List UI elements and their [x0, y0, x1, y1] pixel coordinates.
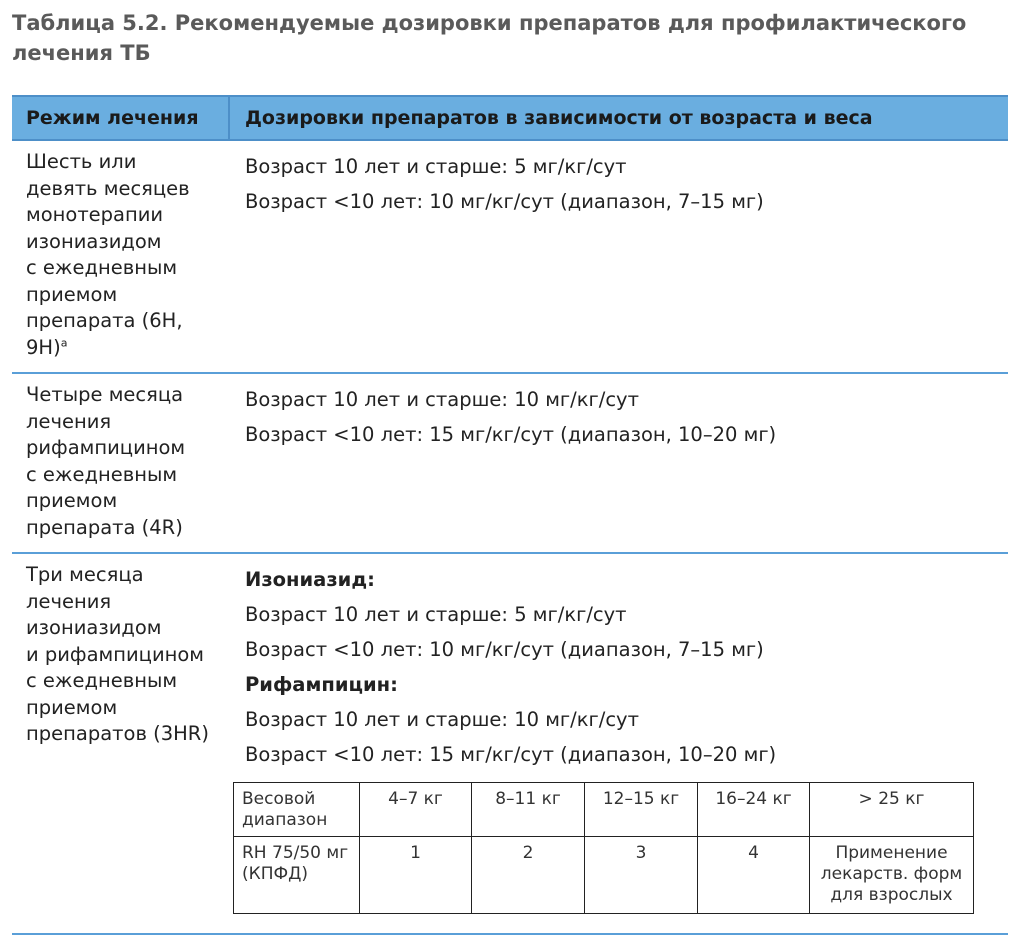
- regimen-line: монотерапии: [26, 203, 164, 226]
- dose-line: Возраст 10 лет и старше: 5 мг/кг/сут: [245, 603, 627, 626]
- table-row: [12, 141, 1008, 374]
- dosage-cell: [230, 141, 1008, 372]
- regimen-cell: [12, 374, 230, 552]
- regimen-line: девять месяцев: [26, 176, 190, 200]
- regimen-cell: [12, 141, 230, 372]
- dose-count-row: [234, 837, 974, 914]
- table-row: [12, 374, 1008, 554]
- regimen-last: 9H): [26, 335, 61, 359]
- dose-line: Возраст <10 лет: 10 мг/кг/сут (диапазон, 7–15 мг): [245, 190, 764, 213]
- regimen-line: лечения: [26, 409, 112, 433]
- regimen-line: [26, 335, 230, 362]
- dose-line: Возраст <10 лет: 15 мг/кг/сут (диапазон, 10–20 мг): [245, 743, 777, 766]
- regimen-line: изониазидом: [26, 229, 162, 253]
- regimen-line: препаратов (3HR): [26, 722, 209, 745]
- drug-name-isoniazid: Изониазид:: [245, 568, 375, 591]
- weight-cell: 16–24 кг: [698, 783, 810, 837]
- dose-line: Возраст 10 лет и старше: 10 мг/кг/сут: [245, 708, 639, 731]
- dose-line: Возраст <10 лет: 15 мг/кг/сут (диапазон, 10–20 мг): [245, 423, 777, 446]
- weight-cell: 12–15 кг: [585, 783, 698, 837]
- dose-line: Возраст <10 лет: 10 мг/кг/сут (диапазон, 7–15 мг): [245, 638, 764, 661]
- footnote-marker: а: [60, 336, 68, 349]
- regimen-line: изониазидом: [26, 616, 162, 639]
- adult-formulation-note: Применение лекарств. форм для взрослых: [810, 837, 974, 914]
- dose-line: Возраст 10 лет и старше: 5 мг/кг/сут: [245, 155, 627, 178]
- regimen-line: приемом: [26, 489, 118, 512]
- regimen-line: и рифампицином: [26, 642, 205, 666]
- regimen-line: с ежедневным: [26, 669, 178, 692]
- header-regimen: Режим лечения: [12, 97, 230, 139]
- dose-line: Возраст 10 лет и старше: 10 мг/кг/сут: [245, 388, 639, 411]
- tablet-count: 4: [698, 837, 810, 914]
- regimen-line: с ежедневным: [26, 462, 178, 486]
- header-dosages: Дозировки препаратов в зависимости от возраста и веса: [245, 107, 873, 129]
- table-title-line1: Таблица 5.2. Рекомендуемые дозировки препаратов для профилактического: [12, 11, 967, 35]
- weight-dose-table: [233, 782, 974, 914]
- weight-cell: 4–7 кг: [360, 783, 472, 837]
- tablet-count: 2: [472, 837, 585, 914]
- regimen-line: рифампицином: [26, 436, 186, 459]
- regimen-line: Шесть или: [26, 150, 137, 173]
- weight-row: [234, 783, 974, 837]
- regimen-line: Четыре месяца: [26, 383, 184, 406]
- dosage-cell: [230, 374, 1008, 552]
- regimen-line: лечения: [26, 589, 112, 613]
- regimen-line: с ежедневным: [26, 256, 178, 279]
- regimen-line: препарата (6H,: [26, 309, 183, 332]
- table-title: [12, 8, 1012, 68]
- weight-range-label: Весовой диапазон: [234, 783, 360, 837]
- regimen-line: препарата (4R): [26, 515, 183, 539]
- table-title-line2: лечения ТБ: [12, 41, 151, 65]
- tablet-count: 1: [360, 837, 472, 914]
- weight-cell: > 25 кг: [810, 783, 974, 837]
- table-header: [12, 95, 1008, 141]
- drug-formulation-label: RH 75/50 мг (КПФД): [234, 837, 360, 914]
- drug-name-rifampicin: Рифампицин:: [245, 673, 398, 696]
- regimen-line: приемом: [26, 282, 118, 306]
- regimen-line: приемом: [26, 695, 118, 719]
- tablet-count: 3: [585, 837, 698, 914]
- weight-cell: 8–11 кг: [472, 783, 585, 837]
- regimen-cell: [12, 554, 230, 933]
- regimen-line: Три месяца: [26, 563, 144, 586]
